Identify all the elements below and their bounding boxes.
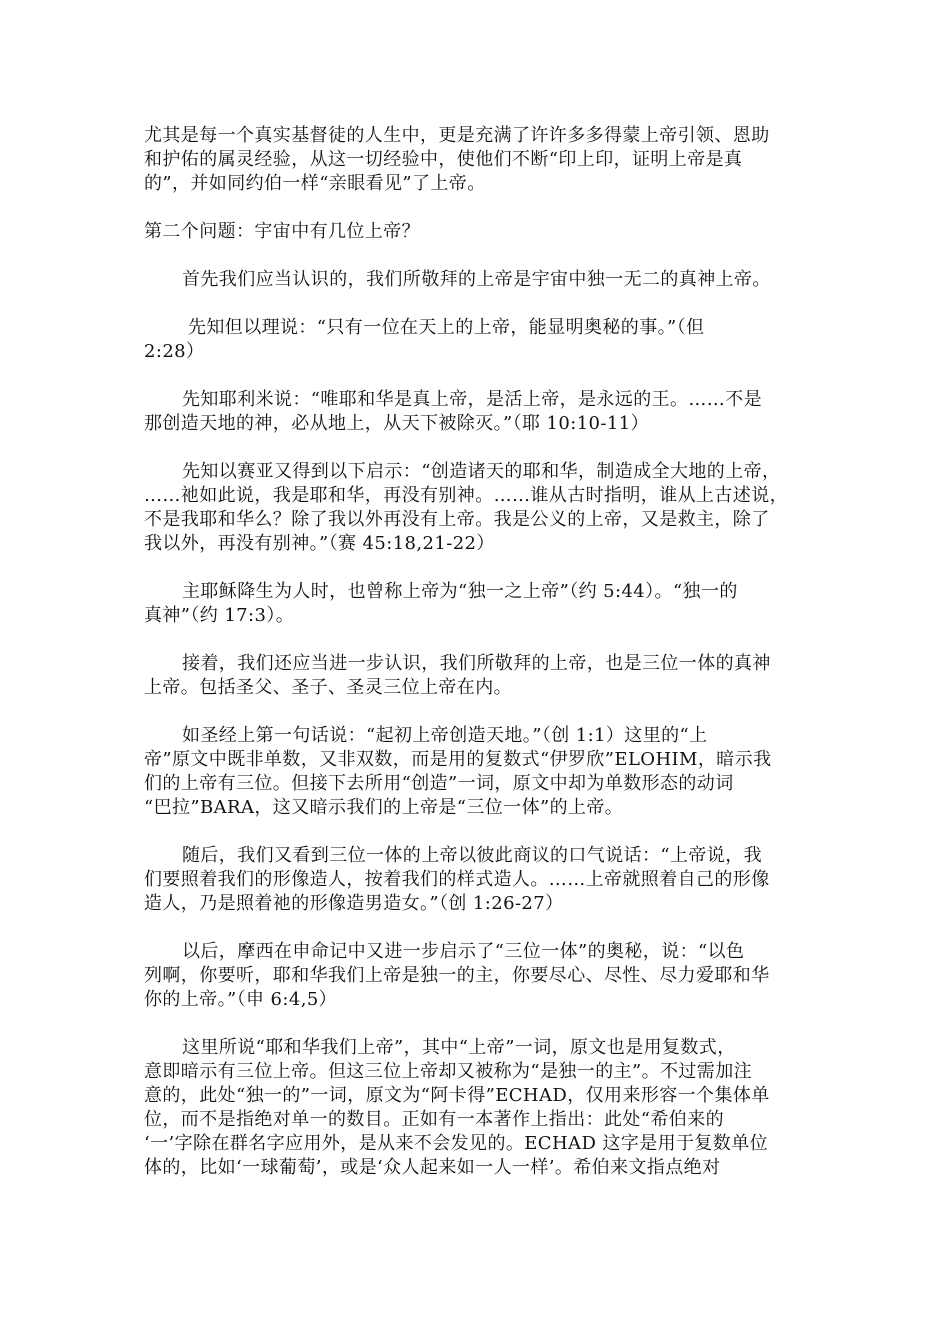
text-line: 不是我耶和华么？除了我以外再没有上帝。我是公义的上帝，又是救主，除了 — [144, 509, 770, 530]
text-line: 意即暗示有三位上帝。但这三位上帝却又被称为“是独一的主”。不过需加注 — [144, 1061, 753, 1082]
paragraph-genesis-image — [144, 844, 810, 916]
text-line: 上帝。包括圣父、圣子、圣灵三位上帝在内。 — [144, 677, 512, 698]
text-line: 如圣经上第一句话说：“起初上帝创造天地。”（创 1:1）这里的“上 — [182, 725, 708, 746]
text-line: 主耶稣降生为人时，也曾称上帝为“独一之上帝”（约 5:44）。“独一的 — [182, 581, 738, 602]
document-page — [144, 124, 810, 1204]
paragraph-deuteronomy — [144, 940, 810, 1012]
text-line: 造人，乃是照着祂的形像造男造女。”（创 1:26-27） — [144, 893, 564, 914]
text-line: 接着，我们还应当进一步认识，我们所敬拜的上帝，也是三位一体的真神 — [182, 653, 771, 674]
paragraph-isaiah — [144, 460, 810, 556]
text-line: “巴拉”BARA，这又暗示我们的上帝是“三位一体”的上帝。 — [144, 797, 624, 818]
text-line: 列啊，你要听，耶和华我们上帝是独一的主，你要尽心、尽性、尽力爱耶和华 — [144, 965, 770, 986]
text-line: 我以外，再没有别神。”（赛 45:18,21-22） — [144, 533, 495, 554]
text-line: 意的，此处“独一的”一词，原文为“阿卡得”ECHAD，仅用来形容一个集体单 — [144, 1085, 770, 1106]
text-line: 们的上帝有三位。但接下去所用“创造”一词，原文中却为单数形态的动词 — [144, 773, 734, 794]
text-line: 以后，摩西在申命记中又进一步启示了“三位一体”的奥秘，说：“以色 — [182, 941, 745, 962]
text-line: 位，而不是指绝对单一的数目。正如有一本著作上指出：此处“希伯来的 — [144, 1109, 724, 1130]
paragraph-echad — [144, 1036, 810, 1180]
text-line: ……祂如此说，我是耶和华，再没有别神。……谁从古时指明，谁从上古述说， — [144, 485, 788, 506]
paragraph-trinity — [144, 652, 810, 700]
text-line: 们要照着我们的形像造人，按着我们的样式造人。……上帝就照着自己的形像 — [144, 869, 770, 890]
paragraph-jeremiah — [144, 388, 810, 436]
text-line: 2:28） — [144, 341, 205, 362]
paragraph-intro-continuation — [144, 124, 810, 196]
text-line: 首先我们应当认识的，我们所敬拜的上帝是宇宙中独一无二的真神上帝。 — [182, 269, 771, 290]
text-line: 帝”原文中既非单数，又非双数，而是用的复数式“伊罗欣”ELOHIM，暗示我 — [144, 749, 772, 770]
text-line: 先知耶利米说：“唯耶和华是真上帝，是活上帝，是永远的王。……不是 — [182, 389, 762, 410]
paragraph-genesis-elohim — [144, 724, 810, 820]
paragraph-jesus — [144, 580, 810, 628]
text-line: 这里所说“耶和华我们上帝”，其中“上帝”一词，原文也是用复数式， — [182, 1037, 736, 1058]
text-line: 先知但以理说：“只有一位在天上的上帝，能显明奥秘的事。”（但 — [188, 317, 705, 338]
text-line: 和护佑的属灵经验，从这一切经验中，使他们不断“印上印，证明上帝是真 — [144, 149, 743, 170]
heading-line: 第二个问题：宇宙中有几位上帝？ — [144, 221, 420, 242]
text-line: 你的上帝。”（申 6:4,5） — [144, 989, 338, 1010]
text-line: 真神”（约 17:3）。 — [144, 605, 295, 626]
text-line: ‘一’字除在群名字应用外，是从来不会发见的。ECHAD 这字是用于复数单位 — [144, 1133, 769, 1154]
paragraph-one-god — [144, 268, 810, 292]
text-line: 的”，并如同约伯一样“亲眼看见”了上帝。 — [144, 173, 486, 194]
section-heading — [144, 220, 810, 244]
paragraph-daniel — [144, 316, 810, 364]
text-line: 先知以赛亚又得到以下启示：“创造诸天的耶和华，制造成全大地的上帝， — [182, 461, 781, 482]
text-line: 体的，比如‘一球葡萄’，或是‘众人起来如一人一样’。希伯来文指点绝对 — [144, 1157, 721, 1178]
text-line: 随后，我们又看到三位一体的上帝以彼此商议的口气说话：“上帝说，我 — [182, 845, 762, 866]
text-line: 那创造天地的神，必从地上，从天下被除灭。”（耶 10:10-11） — [144, 413, 649, 434]
text-line: 尤其是每一个真实基督徒的人生中，更是充满了许许多多得蒙上帝引领、恩助 — [144, 125, 770, 146]
